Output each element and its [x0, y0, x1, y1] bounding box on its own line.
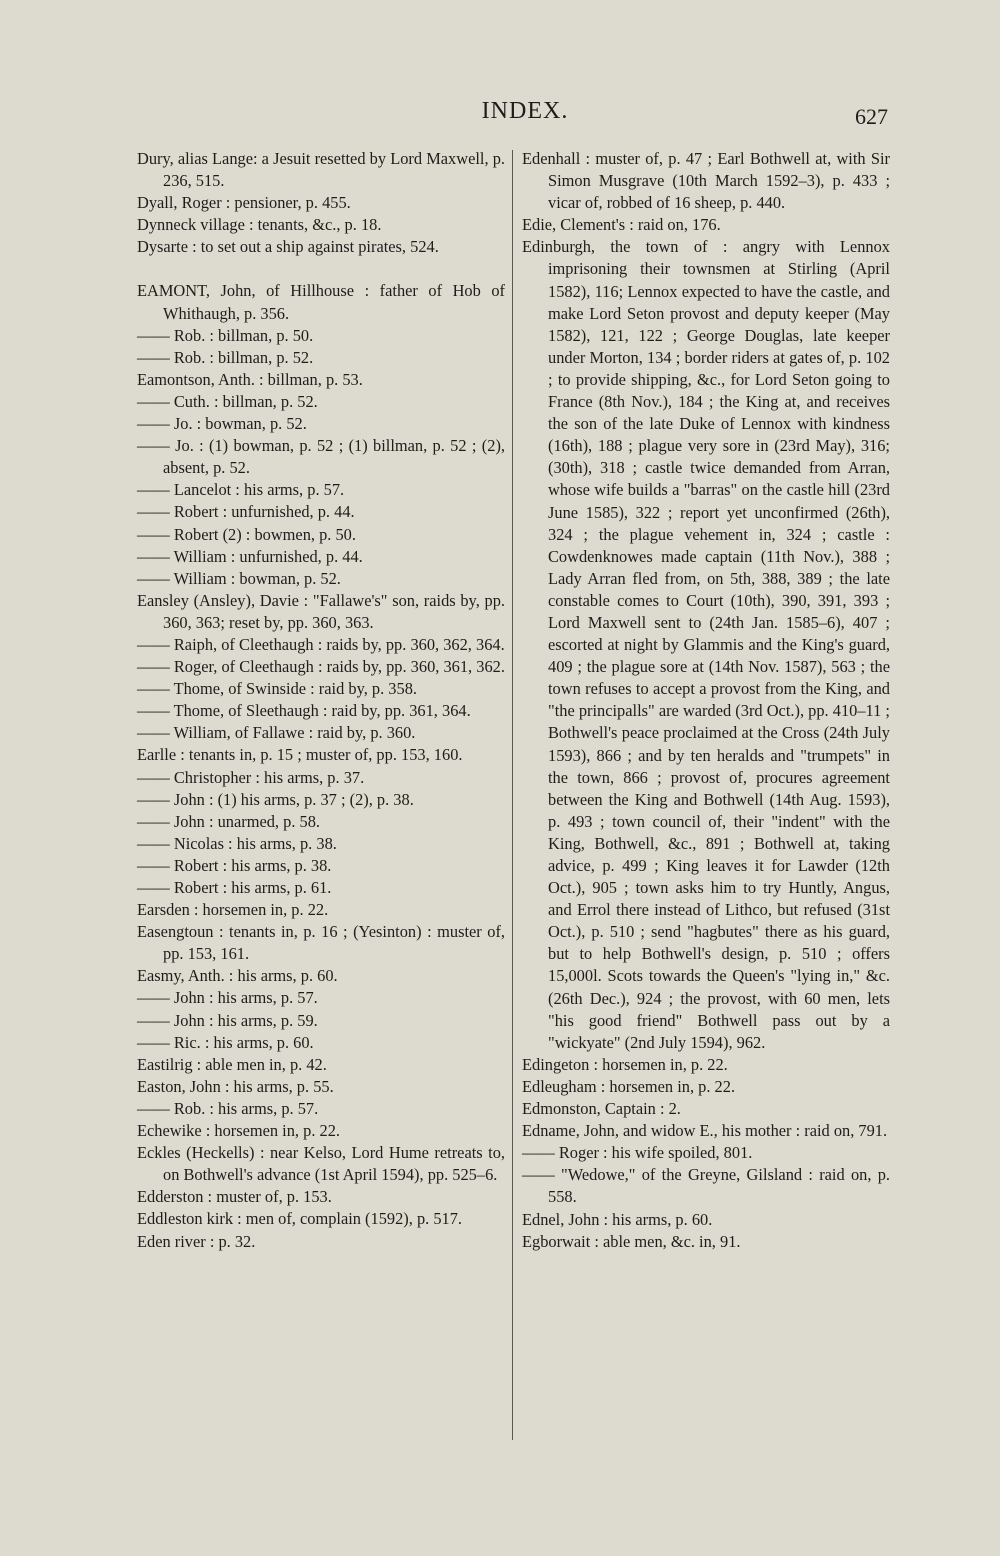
index-entry: —— Robert (2) : bowmen, p. 50. — [137, 524, 356, 544]
index-entry: —— Rob. : billman, p. 50. — [137, 325, 314, 345]
index-entry: Edingeton : horsemen in, p. 22. — [522, 1054, 728, 1074]
index-entry: Easmy, Anth. : his arms, p. 60. — [137, 966, 338, 986]
index-entry: —— Robert : unfurnished, p. 44. — [137, 502, 355, 522]
index-entry: —— John : (1) his arms, p. 37 ; (2), p. 38. — [137, 789, 414, 809]
index-entry: Easton, John : his arms, p. 55. — [137, 1076, 334, 1096]
page-title: INDEX. — [481, 98, 569, 124]
index-entry: Earlle : tenants in, p. 15 ; muster of, pp. 153, 160. — [137, 745, 463, 765]
index-entry: Edie, Clement's : raid on, 176. — [522, 215, 721, 235]
index-entry: —— Thome, of Sleethaugh : raid by, pp. 361, 364. — [137, 701, 471, 721]
index-entry: Edmonston, Captain : 2. — [522, 1099, 681, 1119]
index-entry: —— John : unarmed, p. 58. — [137, 811, 321, 831]
index-entry: —— Robert : his arms, p. 38. — [137, 855, 332, 875]
index-entry: —— William : bowman, p. 52. — [137, 568, 341, 588]
index-entry: Dysarte : to set out a ship against pirates, 524. — [137, 237, 439, 257]
index-entry: —— "Wedowe," of the Greyne, Gilsland : raid on, p. 558. — [522, 1165, 890, 1207]
index-entry: —— Christopher : his arms, p. 37. — [137, 767, 365, 787]
index-entry: Eastilrig : able men in, p. 42. — [137, 1054, 327, 1074]
index-entry: Dury, alias Lange: a Jesuit resetted by Lord Maxwell, p. 236, 515. — [137, 149, 505, 191]
index-entry: —— Raiph, of Cleethaugh : raids by, pp. 360, 362, 364. — [137, 634, 505, 654]
index-entry: —— Rob. : billman, p. 52. — [137, 347, 314, 367]
index-entry: Edderston : muster of, p. 153. — [137, 1187, 332, 1207]
index-entry: Earsden : horsemen in, p. 22. — [137, 900, 329, 920]
index-entry: —— Roger : his wife spoiled, 801. — [522, 1143, 753, 1163]
index-entry: Edinburgh, the town of : angry with Lennox imprisoning their townsmen at Stirling (April 1582), 116; Lennox expected to have the castle, and make Lord Seton provost and deputy keeper (May 1582), 121, 122 ; George Douglas, late keeper under Morton, 134 ; border riders at gates of, p. 102 ; to provide shipping, &c., for Lord Seton going to France (8th Nov.), 184 ; the King at, and receives the son of the late Duke of Lennox with kindness (16th), 188 ; plague very sore in (23rd May), 316; (30th), 318 ; castle twice demanded from Arran, whose wife builds a "barras" on the castle hill (23rd June 1585), 322 ; report yet unconfirmed (26th), 324 ; the plague vehement in, 324 ; castle : Cowdenknowes made captain (11th Nov.), 388 ; Lady Arran fled from, on 5th, 388, 389 ; the late constable comes to Court (10th), 390, 391, 393 ; Lord Maxwell sent to (24th Jan. 1585–6), 407 ; escorted at night by Glammis and the King's guard, 409 ; the plague sore at (14th Nov. 1587), 563 ; the town refuses to accept a provost from the King, and "the principalls" are warded (3rd Oct.), pp. 410–11 ; Bothwell's peace proclaimed at the Cross (24th July 1593), 866 ; and by ten heralds and "trumpets" in the town, 866 ; provost of, procures agreement between the King and Bothwell (14th Aug. 1593), p. 493 ; town council of, their "indent" with the King, Bothwell, &c., 891 ; Bothwell at, taking advice, p. 499 ; King leaves it for Lawder (12th Oct.), 905 ; town asks him to try Huntly, Angus, and Errol there instead of Lithco, but refused (31st Oct.), p. 510 ; send "hagbutes" there as his guard, but to help Bothwell's design, p. 510 ; offers 15,000l. Scots towards the Queen's "lying in," &c. (26th Dec.), 924 ; the provost, with 60 men, lets "his good friend" Bothwell pass out by a "wickyate" (2nd July 1594), 962. — [522, 237, 890, 1052]
index-entry: —— Thome, of Swinside : raid by, p. 358. — [137, 679, 417, 699]
index-entry: Dynneck village : tenants, &c., p. 18. — [137, 215, 382, 235]
index-entry: Eansley (Ansley), Davie : "Fallawe's" son, raids by, pp. 360, 363; reset by, pp. 360, 363. — [137, 590, 505, 632]
index-entry: Dyall, Roger : pensioner, p. 455. — [137, 193, 351, 213]
index-entry: —— Nicolas : his arms, p. 38. — [137, 833, 337, 853]
index-entry: Eckles (Heckells) : near Kelso, Lord Hume retreats to, on Bothwell's advance (1st April 1594), pp. 525–6. — [137, 1143, 505, 1185]
page-number: 627 — [855, 104, 888, 129]
right-column — [522, 148, 890, 1253]
index-entry: —— Cuth. : billman, p. 52. — [137, 391, 318, 411]
index-entry: —— Roger, of Cleethaugh : raids by, pp. 360, 361, 362. — [137, 657, 505, 677]
index-entry: Echewike : horsemen in, p. 22. — [137, 1121, 341, 1141]
index-entry: Edname, John, and widow E., his mother : raid on, 791. — [522, 1121, 888, 1141]
index-entry: Eamontson, Anth. : billman, p. 53. — [137, 369, 363, 389]
index-entry: —— Jo. : (1) bowman, p. 52 ; (1) billman, p. 52 ; (2), absent, p. 52. — [137, 436, 505, 478]
index-entry: —— William, of Fallawe : raid by, p. 360. — [137, 723, 416, 743]
index-entry: Edenhall : muster of, p. 47 ; Earl Bothwell at, with Sir Simon Musgrave (10th March 1592–3), p. 433 ; vicar of, robbed of 16 sheep, p. 440. — [522, 149, 890, 213]
index-entry: —— Robert : his arms, p. 61. — [137, 878, 332, 897]
index-entry: —— William : unfurnished, p. 44. — [137, 546, 363, 566]
left-column — [137, 148, 505, 1253]
index-entry: Easengtoun : tenants in, p. 16 ; (Yesinton) : muster of, pp. 153, 161. — [137, 922, 505, 964]
index-entry: Ednel, John : his arms, p. 60. — [522, 1209, 713, 1229]
index-entry: —— John : his arms, p. 59. — [137, 1010, 318, 1030]
index-entry: —— Jo. : bowman, p. 52. — [137, 414, 307, 434]
index-entry: Eddleston kirk : men of, complain (1592), p. 517. — [137, 1209, 463, 1229]
index-entry: —— John : his arms, p. 57. — [137, 988, 318, 1008]
index-entry: Eden river : p. 32. — [137, 1231, 256, 1251]
index-entry: Edleugham : horsemen in, p. 22. — [522, 1076, 736, 1096]
index-entry: —— Lancelot : his arms, p. 57. — [137, 480, 345, 500]
index-entry: EAMONT, John, of Hillhouse : father of Hob of Whithaugh, p. 356. — [137, 281, 505, 323]
column-divider — [512, 150, 513, 1440]
index-entry: —— Ric. : his arms, p. 60. — [137, 1032, 314, 1052]
section-gap — [137, 258, 505, 280]
index-entry: —— Rob. : his arms, p. 57. — [137, 1098, 319, 1118]
index-entry: Egborwait : able men, &c. in, 91. — [522, 1231, 741, 1251]
